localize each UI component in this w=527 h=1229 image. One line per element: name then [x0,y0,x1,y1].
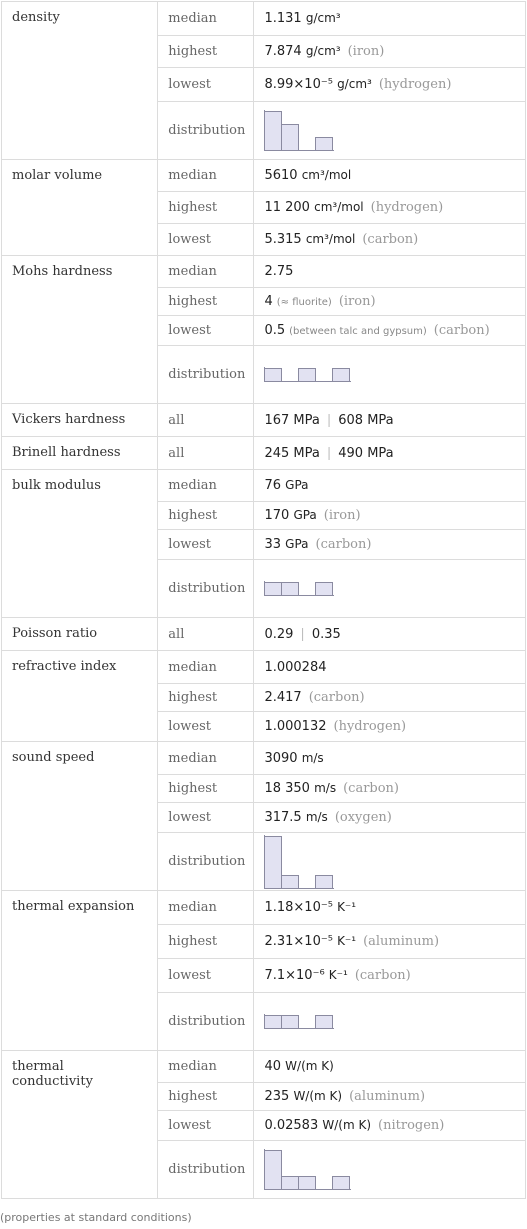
stat-value-cell [254,775,526,803]
stat-label: median [158,2,254,36]
stat-label: median [158,891,254,925]
histogram-bar [299,1177,316,1190]
value-source-element: (nitrogen) [378,1118,445,1133]
value-source-element: (aluminum) [349,1089,426,1104]
distribution-histogram [264,110,334,151]
stat-label: highest [158,192,254,224]
value-number: 5.315 [264,232,302,247]
stat-value-cell [254,1141,526,1199]
value-number: 1.131 [264,11,302,26]
stat-value-cell [254,160,526,192]
property-row [2,470,526,502]
histogram-bar [316,875,333,888]
stat-value-cell [254,1111,526,1141]
value-number: 4 [264,294,273,309]
value-unit: g/cm³ [305,11,341,25]
value-comparison: (between talc and gypsum) [289,326,427,337]
stat-value-cell [254,530,526,560]
stat-value-cell [254,959,526,993]
property-row [2,160,526,192]
stat-value-cell [254,1051,526,1083]
value-source-element: (carbon) [354,968,411,983]
value-a: 0.29 [264,626,294,642]
value-number: 7.1×10⁻⁶ [264,968,325,983]
property-name-vickers-hardness: Vickers hardness [2,404,158,437]
stat-label: highest [158,684,254,712]
value-number: 1.18×10⁻⁵ [264,900,333,915]
stat-label: distribution [158,833,254,891]
stat-label: all [158,404,254,437]
value-unit: K⁻¹ [328,968,348,982]
value-source-element: (iron) [323,508,361,523]
histogram-bar [316,138,333,151]
stat-label: highest [158,925,254,959]
value-source-element: (iron) [338,294,376,309]
value-number: 317.5 [264,810,302,825]
stat-value-cell [254,742,526,775]
value-number: 40 [264,1059,282,1074]
distribution-histogram [264,581,334,596]
value-source-element: (carbon) [362,232,419,247]
stat-label: median [158,1051,254,1083]
value-number: 8.99×10⁻⁵ [264,77,333,92]
stat-value-cell [254,36,526,68]
stat-label: lowest [158,224,254,256]
value-source-element: (carbon) [343,781,400,796]
value-number: 7.874 [264,44,302,59]
property-name-molar-volume: molar volume [2,160,158,256]
value-number: 2.31×10⁻⁵ [264,934,333,949]
histogram-bar [265,1151,282,1190]
value-unit: GPa [285,537,309,551]
value-number: 11 200 [264,200,310,215]
stat-value-cell [254,224,526,256]
histogram-bar [265,369,282,382]
stat-value-cell [254,346,526,404]
property-name-mohs-hardness: Mohs hardness [2,256,158,404]
stat-label: lowest [158,712,254,742]
value-unit: cm³/mol [314,200,364,214]
property-row [2,2,526,36]
stat-value-cell [254,560,526,618]
property-row [2,618,526,651]
distribution-histogram [264,1149,351,1190]
distribution-histogram [264,835,334,889]
value-number: 3090 [264,750,298,766]
value-number: 18 350 [264,781,310,796]
stat-value-cell [254,256,526,288]
value-number: 170 [264,508,290,523]
stat-label: highest [158,288,254,316]
property-name-poisson-ratio: Poisson ratio [2,618,158,651]
stat-label: distribution [158,346,254,404]
stat-value-cell [254,618,526,651]
histogram-bar [316,1016,333,1029]
stat-value-cell [254,437,526,470]
histogram-bar [265,583,282,596]
stat-label: median [158,470,254,502]
stat-label: all [158,437,254,470]
value-unit: m/s [314,781,337,795]
stat-value-cell [254,925,526,959]
value-unit: W/(m K) [285,1059,334,1073]
value-b: 608 MPa [338,412,394,428]
histogram-bar [333,1177,350,1190]
value-unit: W/(m K) [322,1118,372,1132]
stat-label: highest [158,775,254,803]
value-unit: K⁻¹ [337,900,357,914]
value-number: 235 [264,1089,290,1104]
stat-label: highest [158,36,254,68]
footer-note: (properties at standard conditions) [0,1211,192,1224]
separator: | [326,445,332,461]
histogram-bar [265,836,282,888]
stat-label: median [158,160,254,192]
value-b: 490 MPa [338,445,394,461]
distribution-histogram [264,1014,334,1029]
value-unit: W/(m K) [293,1089,343,1103]
value-number: 33 [264,537,282,552]
value-unit: K⁻¹ [337,934,357,948]
property-name-thermal-expansion: thermal expansion [2,891,158,1051]
stat-label: median [158,256,254,288]
property-name-bulk-modulus: bulk modulus [2,470,158,618]
value-unit: cm³/mol [305,232,356,246]
stat-value-cell [254,993,526,1051]
value-number: 0.02583 [264,1118,319,1133]
histogram-bar [299,369,316,382]
value-source-element: (iron) [347,44,385,59]
value-source-element: (carbon) [433,323,490,338]
histogram-bar [265,1016,282,1029]
value-unit: g/cm³ [305,44,341,58]
value-source-element: (oxygen) [334,810,392,825]
value-unit: cm³/mol [301,168,352,182]
stat-value-cell [254,316,526,346]
stat-value-cell [254,1083,526,1111]
property-row [2,404,526,437]
stat-label: distribution [158,102,254,160]
separator: | [326,412,332,428]
stat-value-cell [254,288,526,316]
property-row [2,742,526,775]
value-unit: GPa [293,508,317,522]
stat-label: lowest [158,1111,254,1141]
value-source-element: (hydrogen) [370,200,444,215]
stat-label: median [158,742,254,775]
histogram-bar [333,369,350,382]
value-unit: m/s [301,750,324,765]
property-row [2,891,526,925]
stat-label: median [158,651,254,684]
stat-label: lowest [158,68,254,102]
stat-label: distribution [158,993,254,1051]
distribution-histogram [264,367,351,382]
value-a: 167 MPa [264,412,320,428]
value-unit: g/cm³ [337,77,372,91]
value-source-element: (carbon) [315,537,372,552]
value-number: 2.417 [264,690,302,705]
stat-value-cell [254,803,526,833]
stat-value-cell [254,2,526,36]
property-row [2,651,526,684]
stat-label: highest [158,502,254,530]
property-name-density: density [2,2,158,160]
value-a: 245 MPa [264,445,320,461]
stat-value-cell [254,502,526,530]
stat-label: lowest [158,316,254,346]
property-row [2,256,526,288]
property-row [2,1051,526,1083]
property-row [2,437,526,470]
histogram-bar [282,1016,299,1029]
stat-value-cell [254,192,526,224]
stat-label: lowest [158,803,254,833]
stat-label: lowest [158,959,254,993]
value-b: 0.35 [311,626,341,642]
stat-value-cell [254,470,526,502]
stat-label: distribution [158,560,254,618]
property-name-brinell-hardness: Brinell hardness [2,437,158,470]
histogram-bar [265,112,282,151]
stat-label: lowest [158,530,254,560]
value-number: 5610 [264,168,298,183]
stat-value-cell [254,833,526,891]
stat-label: highest [158,1083,254,1111]
stat-value-cell [254,102,526,160]
property-name-refractive-index: refractive index [2,651,158,742]
value-number: 1.000284 [264,659,327,675]
value-unit: m/s [305,810,328,824]
value-unit: GPa [285,478,309,492]
properties-table [1,1,526,1199]
stat-value-cell [254,404,526,437]
stat-label: all [158,618,254,651]
stat-value-cell [254,712,526,742]
property-name-thermal-conductivity: thermal conductivity [2,1051,158,1199]
stat-value-cell [254,68,526,102]
value-number: 76 [264,478,282,493]
value-source-element: (carbon) [308,690,365,705]
separator: | [300,626,305,642]
histogram-bar [282,125,299,151]
stat-value-cell [254,684,526,712]
property-name-sound-speed: sound speed [2,742,158,891]
histogram-bar [282,875,299,888]
value-comparison: (≈ fluorite) [276,297,332,308]
histogram-bar [282,583,299,596]
value-number: 0.5 [264,323,286,338]
value-source-element: (hydrogen) [333,719,407,734]
histogram-bar [316,583,333,596]
stat-value-cell [254,651,526,684]
stat-value-cell [254,891,526,925]
histogram-bar [282,1177,299,1190]
stat-label: distribution [158,1141,254,1199]
value-number: 1.000132 [264,719,327,734]
value-source-element: (hydrogen) [378,77,452,92]
value-number: 2.75 [264,264,294,279]
value-source-element: (aluminum) [363,934,440,949]
